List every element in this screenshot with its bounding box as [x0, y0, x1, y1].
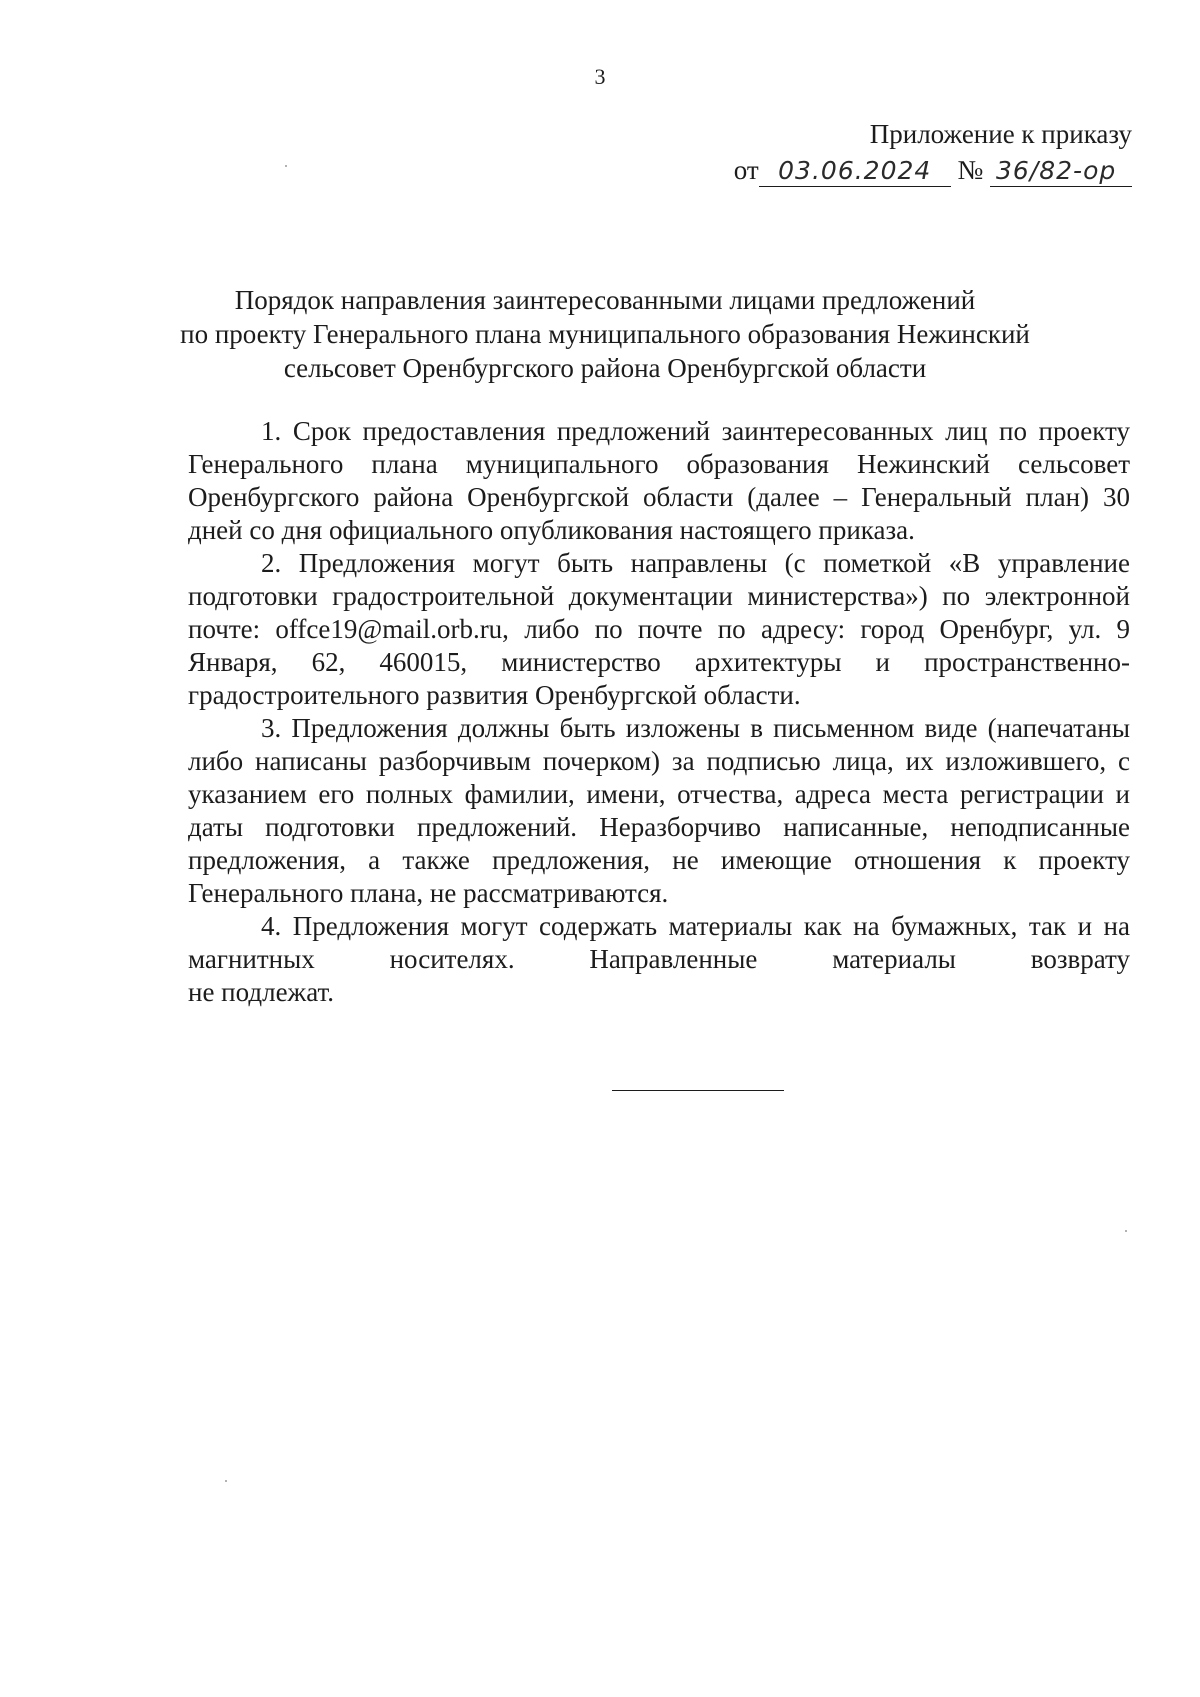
- scan-speck: [1125, 1230, 1127, 1232]
- scan-speck: [285, 165, 287, 167]
- appendix-title: Приложение к приказу: [869, 119, 1132, 149]
- title-line-2: по проекту Генерального плана муниципального образования Нежинский: [180, 319, 1030, 349]
- paragraph-4: 4. Предложения могут содержать материалы как на бумажных, так и на магнитных носителях. Направленные материалы возврату: [188, 911, 1130, 974]
- handwritten-date: 03.06.2024: [759, 156, 951, 187]
- number-label: №: [957, 155, 984, 185]
- document-body: [188, 415, 1130, 1009]
- title-line-3: сельсовет Оренбургского района Оренбургской области: [283, 353, 927, 383]
- paragraph-2: 2. Предложения могут быть направлены (с пометкой «В управление подготовки градостроительной документации министерства») по электронной почте: offce19@mail.orb.ru, либо по почте по адресу: город Оренбург, ул. 9 Января, 62, 460015, министерство архитектуры и пространственно-градостроительного развития Оренбургской области.: [188, 548, 1130, 710]
- paragraph-3: 3. Предложения должны быть изложены в письменном виде (напечатаны либо написаны разборчивым почерком) за подписью лица, их изложившего, с указанием его полных фамилии, имени, отчества, адреса места регистрации и даты подготовки предложений. Неразборчиво написанные, неподписанные предложения, а также предложения, не имеющие отношения к проекту Генерального плана, не рассматриваются.: [188, 713, 1130, 908]
- closing-rule: [612, 1090, 784, 1091]
- scan-speck: [225, 1480, 227, 1482]
- page-number: 3: [594, 64, 606, 89]
- paragraph-4-end: не подлежат.: [188, 977, 335, 1007]
- appendix-block: [734, 116, 1132, 188]
- handwritten-order-number: 36/82-ор: [990, 156, 1132, 187]
- paragraph-1: 1. Срок предоставления предложений заинтересованных лиц по проекту Генерального плана муниципального образования Нежинский сельсовет Оренбургского района Оренбургской области (далее – Генеральный план) 30 дней со дня официального опубликования настоящего приказа.: [188, 416, 1130, 545]
- appendix-order-ref: [734, 152, 1132, 188]
- from-label: от: [733, 155, 759, 185]
- document-title: [120, 283, 1090, 385]
- title-line-1: Порядок направления заинтересованными лицами предложений: [234, 285, 976, 315]
